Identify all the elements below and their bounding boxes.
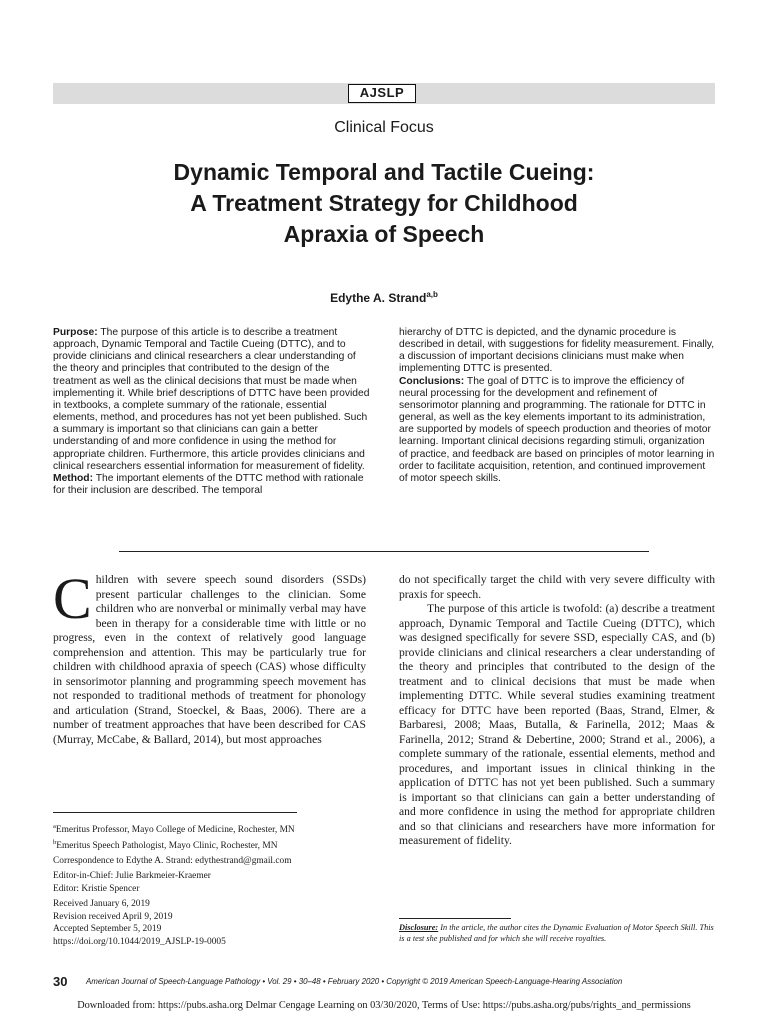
journal-badge: AJSLP	[348, 84, 416, 103]
editor: Editor: Kristie Spencer	[53, 883, 140, 894]
disclosure-divider	[399, 918, 511, 919]
affiliation-mark-b: b	[53, 838, 57, 846]
body-right-column	[399, 573, 715, 849]
page-number: 30	[53, 974, 68, 989]
affiliation-a-text: Emeritus Professor, Mayo College of Medicine, Rochester, MN	[55, 825, 295, 836]
title-line-2: A Treatment Strategy for Childhood	[190, 190, 578, 216]
affiliation-mark-a: a	[53, 823, 56, 830]
body-left-column	[53, 566, 366, 747]
author-name: Edythe A. Strand	[330, 291, 427, 305]
title-line-3: Apraxia of Speech	[283, 221, 485, 247]
section-label: Clinical Focus	[334, 119, 434, 136]
method-label: Method:	[53, 472, 94, 484]
body-intro-text: hildren with severe speech sound disorders (SSDs) present particular challenges to the clinician. Some children who are nonverbal or minimally verbal may have been in therapy for a considerable time with little or no progress, even in the context of relatively good language comprehension and attention. This may be particularly true for children with childhood apraxia of speech (CAS) whose difficulty in sensorimotor planning and programming speech movement has not responded to traditional methods of treatment for phonology and articulation (Strand, Stoeckel, & Baas, 2006). There are a number of treatment approaches that have been described for CAS (Murray, McCabe, & Ballard, 2014), but most approaches	[53, 573, 366, 746]
author-affiliation-marks: a,b	[426, 290, 438, 299]
footnote-divider	[53, 812, 297, 813]
disclosure-text: In the article, the author cites the Dynamic Evaluation of Motor Speech Skill. This is a test she published and for which she will receive royalties.	[399, 923, 714, 944]
editor-in-chief: Editor-in-Chief: Julie Barkmeier-Kraemer	[53, 871, 211, 882]
article-title	[0, 157, 768, 250]
footnotes	[53, 821, 373, 948]
affiliation-b	[53, 837, 373, 853]
revision-date: Revision received April 9, 2019	[53, 911, 173, 922]
received-date: Received January 6, 2019	[53, 899, 150, 910]
purpose-text: The purpose of this article is to describe a treatment approach, Dynamic Temporal and Tactile Cueing (DTTC), and to provide clinicians and clinical researchers a clear understanding of the theory and principles that contributed to the design of the treatment as well as the clinical decisions that must be made when implementing it. While brief descriptions of DTTC have been provided in textbooks, a complete summary of the rationale, essential elements, method, and procedures has not yet been published. Such a summary is important so that clinicians can gain a better understanding of and more confidence in using the method for appropriate children. Furthermore, this article provides clinicians and clinical researchers essential information for measurement of fidelity.	[53, 327, 370, 472]
running-footer: American Journal of Speech-Language Pathology • Vol. 29 • 30–48 • February 2020 • Copyright © 2019 American Speech-Language-Hearing Association	[86, 977, 623, 986]
correspondence: Correspondence to Edythe A. Strand: edythestrand@gmail.com	[53, 856, 292, 867]
abstract-right-column	[399, 327, 715, 485]
body-purpose-paragraph: The purpose of this article is twofold: (a) describe a treatment approach, Dynamic Temporal and Tactile Cueing (DTTC), which was designed specifically for severe SSD, especially CAS, and (b) provide clinicians and clinical researchers a clear understanding of the theory and principles that contributed to the design of the treatment and to clinical decisions that must be made when implementing DTTC. While several studies examining treatment efficacy for DTTC have been reported (Baas, Strand, Elmer, & Barbaresi, 2008; Maas, Butalla, & Farinella, 2012; Maas & Farinella, 2012; Strand & Debertine, 2000; Strand et al., 2006), a complete summary of the rationale, essential elements, method and procedures, and important issues in clinical thinking in the application of DTTC has not yet been published. Such a summary is important so that clinicians can gain a better understanding of and more confidence in using the method for appropriate children and so that clinicians and researchers have more information for measurement of fidelity.	[399, 602, 715, 847]
abstract-left-column	[53, 327, 371, 497]
body-continued-text: do not specifically target the child with very severe difficulty with praxis for speech.	[399, 573, 715, 601]
author-line	[0, 290, 768, 305]
disclosure	[399, 922, 715, 945]
abstract-divider	[119, 551, 649, 552]
accepted-date: Accepted September 5, 2019	[53, 924, 162, 935]
method-text: The important elements of the DTTC method with rationale for their inclusion are described. The temporal	[53, 472, 364, 497]
affiliation-a	[53, 821, 373, 837]
drop-cap: C	[53, 566, 92, 631]
conclusions-text: The goal of DTTC is to improve the efficiency of neural processing for the development and refinement of sensorimotor planning and programming. The rationale for DTTC in general, as well as the key elements important to its administration, are supported by models of speech production and theories of motor learning. Important clinical decisions regarding stimuli, organization of practice, and feedback are based on principles of motor learning in order to facilitate acquisition, retention, and continued improvement of motor speech skills.	[399, 375, 715, 484]
doi-link[interactable]: https://doi.org/10.1044/2019_AJSLP-19-0005	[53, 936, 226, 947]
download-notice: Downloaded from: https://pubs.asha.org Delmar Cengage Learning on 03/30/2020, Terms of Use: https://pubs.asha.org/pubs/rights_and_permissions	[77, 1000, 691, 1011]
title-line-1: Dynamic Temporal and Tactile Cueing:	[173, 159, 595, 185]
method-text-continued: hierarchy of DTTC is depicted, and the dynamic procedure is described in detail, with suggestions for fidelity measurement. Finally, a discussion of important decisions clinicians must make when implementing DTTC is presented.	[399, 327, 715, 375]
affiliation-b-text: Emeritus Speech Pathologist, Mayo Clinic, Rochester, MN	[56, 840, 278, 851]
conclusions-label: Conclusions:	[399, 375, 465, 387]
purpose-label: Purpose:	[53, 327, 98, 338]
disclosure-label: Disclosure:	[399, 923, 439, 932]
